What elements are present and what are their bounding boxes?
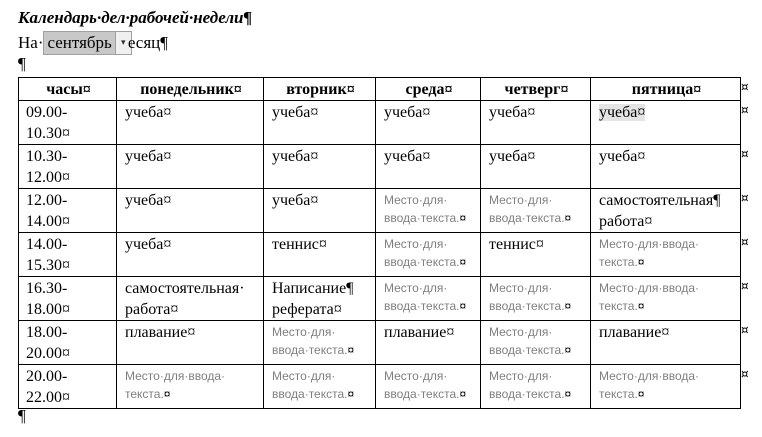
placeholder-text[interactable]: [125, 366, 225, 403]
placeholder-cell[interactable]: [481, 189, 591, 233]
cell-text: плавание¤: [384, 324, 455, 341]
row-end-mark: ¤: [741, 190, 749, 205]
placeholder-label: Место·для· ввода·текста.: [384, 193, 460, 225]
cell-text: учеба¤: [489, 104, 536, 121]
cell-text: плавание¤: [125, 324, 196, 341]
column-header: среда¤: [376, 78, 481, 101]
time-cell[interactable]: 10.30- 12.00¤: [19, 145, 117, 189]
cell-end-mark: ¤: [637, 255, 645, 269]
placeholder-text[interactable]: [384, 190, 466, 227]
table-row: [19, 233, 741, 277]
time-cell[interactable]: 20.00- 22.00¤: [19, 365, 117, 409]
schedule-cell[interactable]: [117, 101, 264, 145]
schedule-cell[interactable]: [481, 233, 591, 277]
cell-end-mark: ¤: [459, 255, 467, 269]
placeholder-text[interactable]: [599, 278, 699, 315]
table-row: [19, 321, 741, 365]
row-end-mark: ¤: [741, 79, 749, 94]
cell-text: самостоятельная· работа¤: [125, 280, 245, 318]
cell-text: учеба¤: [125, 104, 172, 121]
column-header: понедельник¤: [117, 78, 264, 101]
schedule-cell[interactable]: [264, 277, 376, 321]
schedule-cell[interactable]: [264, 233, 376, 277]
placeholder-cell[interactable]: [591, 233, 741, 277]
cell-text: учеба¤: [125, 192, 172, 209]
cell-end-mark: ¤: [459, 211, 467, 225]
schedule-cell[interactable]: [591, 101, 741, 145]
paragraph-mark-end: ¶: [18, 406, 26, 425]
placeholder-text[interactable]: [272, 366, 354, 403]
schedule-cell[interactable]: [117, 233, 264, 277]
cell-end-mark: ¤: [163, 387, 171, 401]
time-cell[interactable]: 09.00- 10.30¤: [19, 101, 117, 145]
cell-end-mark: ¤: [637, 387, 645, 401]
cell-text: теннис¤: [489, 236, 544, 253]
cell-text: учеба¤: [489, 148, 536, 165]
week-calendar-table: [18, 77, 741, 409]
column-header: пятница¤: [591, 78, 741, 101]
cell-end-mark: ¤: [347, 387, 355, 401]
schedule-cell[interactable]: [591, 321, 741, 365]
cell-text: учеба¤: [384, 148, 431, 165]
time-cell[interactable]: 14.00- 15.30¤: [19, 233, 117, 277]
cell-end-mark: ¤: [564, 299, 572, 313]
placeholder-text[interactable]: [384, 278, 466, 315]
cell-text: учеба¤: [599, 148, 646, 165]
table-row: [19, 189, 741, 233]
schedule-cell[interactable]: [481, 101, 591, 145]
placeholder-cell[interactable]: [376, 277, 481, 321]
placeholder-label: Место·для·ввода· текста.: [599, 281, 700, 313]
month-prefix: На·: [18, 33, 44, 52]
schedule-cell[interactable]: [117, 189, 264, 233]
cell-text: учеба¤: [272, 148, 319, 165]
row-end-mark: ¤: [741, 234, 749, 249]
placeholder-text[interactable]: [599, 234, 699, 271]
placeholder-text[interactable]: [489, 322, 571, 359]
column-header: часы¤: [19, 78, 117, 101]
placeholder-cell[interactable]: [376, 365, 481, 409]
cell-text: плавание¤: [599, 324, 670, 341]
time-cell[interactable]: 16.30- 18.00¤: [19, 277, 117, 321]
placeholder-cell[interactable]: [591, 365, 741, 409]
placeholder-cell[interactable]: [264, 321, 376, 365]
placeholder-label: Место·для· ввода·текста.: [272, 369, 348, 401]
month-dropdown[interactable]: [43, 31, 131, 55]
schedule-cell[interactable]: [376, 101, 481, 145]
schedule-cell[interactable]: [264, 145, 376, 189]
placeholder-label: Место·для· ввода·текста.: [489, 281, 565, 313]
month-dropdown-value[interactable]: сентябрь: [44, 32, 114, 54]
cell-end-mark: ¤: [459, 387, 467, 401]
placeholder-label: Место·для· ввода·текста.: [489, 193, 565, 225]
placeholder-text[interactable]: [599, 366, 699, 403]
placeholder-label: Место·для· ввода·текста.: [384, 369, 460, 401]
cell-text: учеба¤: [125, 236, 172, 253]
cell-text: учеба¤: [272, 104, 319, 121]
schedule-cell[interactable]: [117, 145, 264, 189]
placeholder-cell[interactable]: [481, 365, 591, 409]
table-row: [19, 101, 741, 145]
schedule-cell[interactable]: [591, 145, 741, 189]
cell-text: учеба¤: [125, 148, 172, 165]
table-row: [19, 365, 741, 409]
row-end-mark: ¤: [741, 366, 749, 381]
document-title: Календарь·дел·рабочей·недели¶: [18, 8, 253, 27]
header-row: [19, 78, 741, 101]
row-end-mark: ¤: [741, 146, 749, 161]
placeholder-label: Место·для·ввода· текста.: [599, 369, 700, 401]
cell-text: учеба¤: [599, 104, 646, 121]
placeholder-label: Место·для· ввода·текста.: [272, 325, 348, 357]
chevron-down-icon[interactable]: ▾: [115, 32, 131, 54]
time-cell[interactable]: 12.00- 14.00¤: [19, 189, 117, 233]
cell-text: учеба¤: [384, 104, 431, 121]
placeholder-cell[interactable]: [264, 365, 376, 409]
placeholder-text[interactable]: [384, 366, 466, 403]
cell-end-mark: ¤: [564, 343, 572, 357]
schedule-cell[interactable]: [376, 321, 481, 365]
table-row: [19, 277, 741, 321]
time-cell[interactable]: 18.00- 20.00¤: [19, 321, 117, 365]
row-end-mark: ¤: [741, 278, 749, 293]
placeholder-cell[interactable]: [481, 321, 591, 365]
column-header: четверг¤: [481, 78, 591, 101]
schedule-cell[interactable]: [117, 321, 264, 365]
schedule-cell[interactable]: [376, 145, 481, 189]
placeholder-text[interactable]: [489, 278, 571, 315]
placeholder-label: Место·для· ввода·текста.: [384, 237, 460, 269]
schedule-cell[interactable]: [481, 145, 591, 189]
placeholder-label: Место·для·ввода· текста.: [599, 237, 700, 269]
cell-end-mark: ¤: [459, 299, 467, 313]
placeholder-text[interactable]: [489, 366, 571, 403]
placeholder-label: Место·для· ввода·текста.: [384, 281, 460, 313]
cell-text: учеба¤: [272, 192, 319, 209]
placeholder-cell[interactable]: [591, 277, 741, 321]
row-end-mark: ¤: [741, 102, 749, 117]
placeholder-cell[interactable]: [376, 189, 481, 233]
cell-text: самостоятельная¶ работа¤: [599, 192, 721, 230]
month-suffix: есяц¶: [127, 33, 168, 52]
cell-end-mark: ¤: [637, 299, 645, 313]
schedule-cell[interactable]: [264, 101, 376, 145]
placeholder-text[interactable]: [384, 234, 466, 271]
cell-text: Написание¶ реферата¤: [272, 280, 354, 318]
month-line: [18, 31, 168, 55]
paragraph-mark: ¶: [18, 54, 26, 73]
schedule-cell[interactable]: [591, 189, 741, 233]
placeholder-cell[interactable]: [481, 277, 591, 321]
schedule-cell[interactable]: [117, 277, 264, 321]
placeholder-cell[interactable]: [376, 233, 481, 277]
placeholder-label: Место·для· ввода·текста.: [489, 325, 565, 357]
column-header: вторник¤: [264, 78, 376, 101]
cell-text: теннис¤: [272, 236, 327, 253]
placeholder-text[interactable]: [272, 322, 354, 359]
placeholder-label: Место·для·ввода· текста.: [125, 369, 226, 401]
row-end-mark: ¤: [741, 322, 749, 337]
placeholder-text[interactable]: [489, 190, 571, 227]
cell-end-mark: ¤: [347, 343, 355, 357]
placeholder-cell[interactable]: [117, 365, 264, 409]
cell-end-mark: ¤: [564, 387, 572, 401]
schedule-cell[interactable]: [264, 189, 376, 233]
placeholder-label: Место·для· ввода·текста.: [489, 369, 565, 401]
cell-end-mark: ¤: [564, 211, 572, 225]
table-row: [19, 145, 741, 189]
